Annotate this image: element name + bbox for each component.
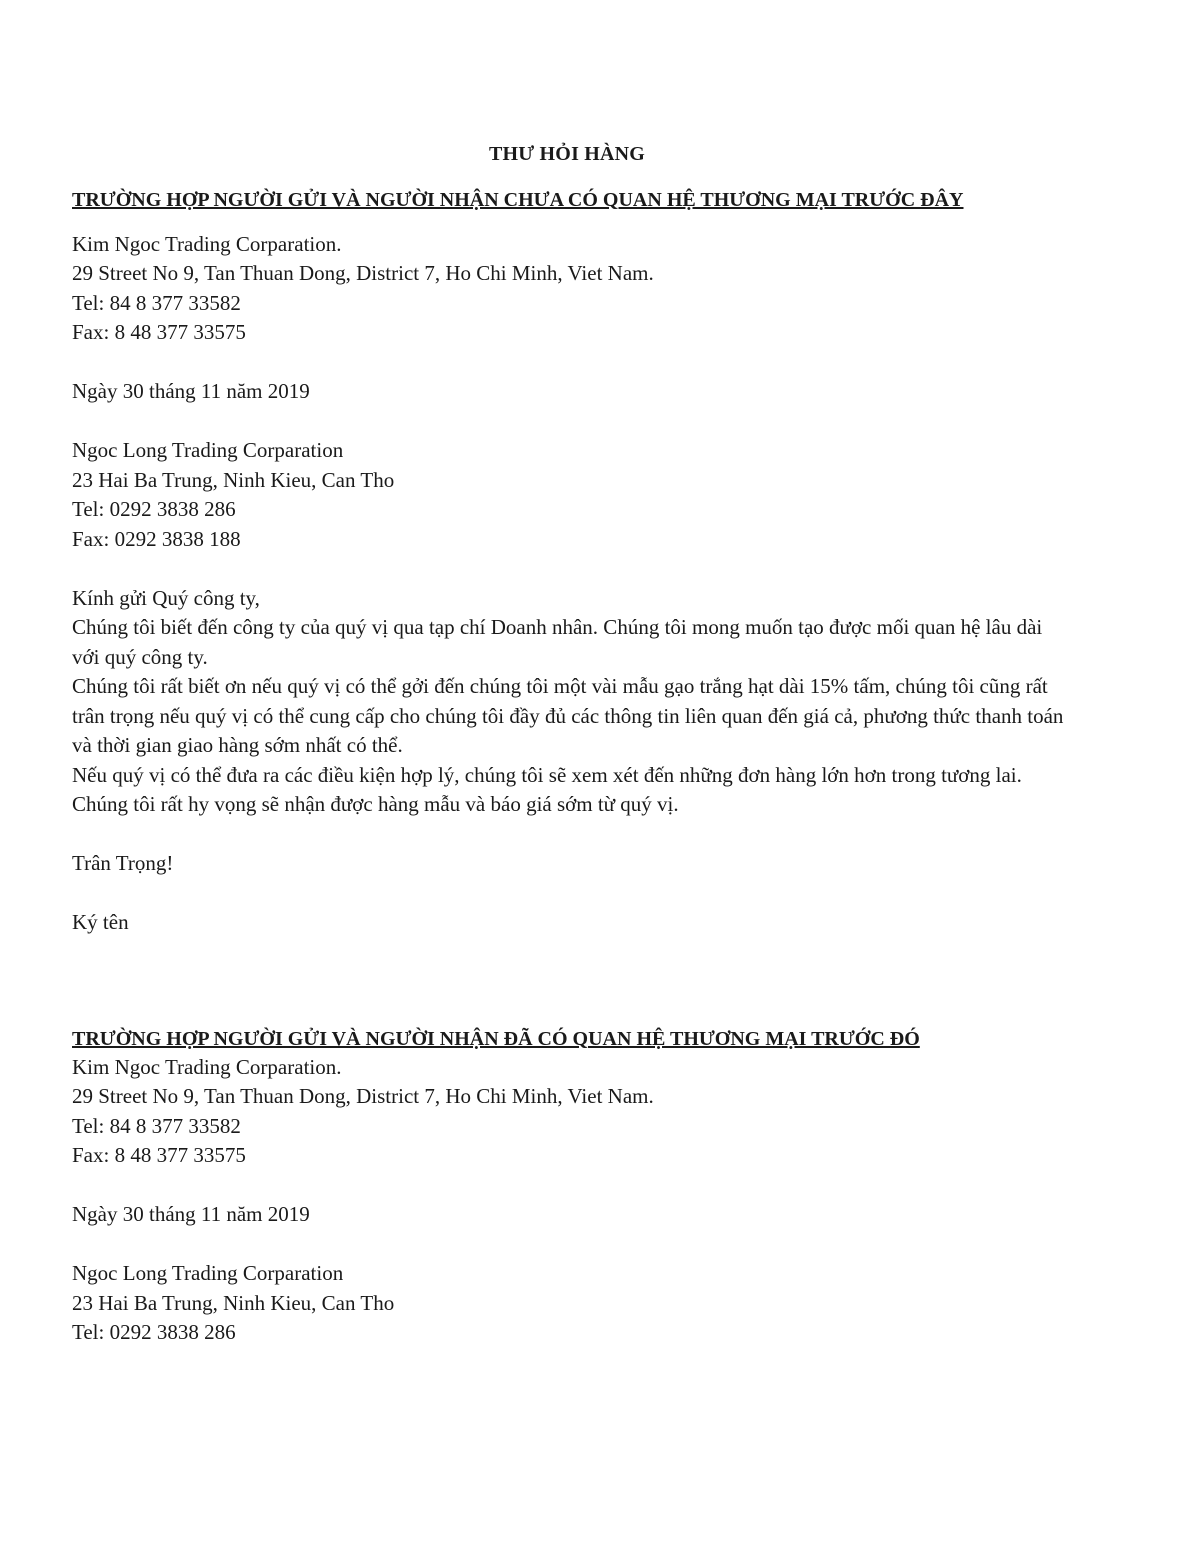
sender-address: 29 Street No 9, Tan Thuan Dong, District 7, Ho Chi Minh, Viet Nam.	[72, 1084, 654, 1108]
recipient-tel: Tel: 0292 3838 286	[72, 1320, 236, 1344]
sender-address: 29 Street No 9, Tan Thuan Dong, District 7, Ho Chi Minh, Viet Nam.	[72, 261, 654, 285]
signature: Ký tên	[72, 910, 129, 934]
document-page	[72, 140, 1072, 1348]
letter-date: Ngày 30 tháng 11 năm 2019	[72, 1202, 310, 1226]
recipient-tel: Tel: 0292 3838 286	[72, 497, 236, 521]
body-paragraph: Chúng tôi biết đến công ty của quý vị qua tạp chí Doanh nhân. Chúng tôi mong muốn tạo được mối quan hệ lâu dài với quý công ty.	[72, 615, 1043, 669]
recipient-block	[72, 1259, 1072, 1348]
recipient-fax: Fax: 0292 3838 188	[72, 526, 241, 551]
letter-date: Ngày 30 tháng 11 năm 2019	[72, 379, 310, 403]
closing: Trân Trọng!	[72, 851, 174, 875]
sender-name: Kim Ngoc Trading Corparation.	[72, 231, 342, 256]
sender-block	[72, 1053, 1072, 1171]
sender-tel: Tel: 84 8 377 33582	[72, 1113, 241, 1138]
sender-block	[72, 230, 1072, 348]
section-prior-relationship	[72, 1026, 1072, 1348]
sender-name: Kim Ngoc Trading Corparation.	[72, 1054, 342, 1079]
recipient-name: Ngoc Long Trading Corparation	[72, 438, 344, 462]
body-paragraph: Chúng tôi rất biết ơn nếu quý vị có thể gởi đến chúng tôi một vài mẫu gạo trắng hạt dài 15% tấm, chúng tôi cũng rất trân trọng nếu quý vị có thể cung cấp cho chúng tôi đầy đủ các thông tin liên quan đến giá cả, phương thức thanh toán và thời gian giao hàng sớm nhất có thể.	[72, 674, 1064, 757]
recipient-address: 23 Hai Ba Trung, Ninh Kieu, Can Tho	[72, 467, 395, 492]
section-no-prior-relationship	[72, 187, 1072, 938]
section1-heading: TRƯỜNG HỢP NGƯỜI GỬI VÀ NGƯỜI NHẬN CHƯA CÓ QUAN HỆ THƯƠNG MẠI TRƯỚC ĐÂY	[72, 188, 964, 211]
recipient-address: 23 Hai Ba Trung, Ninh Kieu, Can Tho	[72, 1290, 395, 1315]
sender-tel: Tel: 84 8 377 33582	[72, 290, 241, 315]
salutation: Kính gửi Quý công ty,	[72, 585, 260, 610]
sender-fax: Fax: 8 48 377 33575	[72, 1143, 246, 1167]
section2-heading: TRƯỜNG HỢP NGƯỜI GỬI VÀ NGƯỜI NHẬN ĐÃ CÓ QUAN HỆ THƯƠNG MẠI TRƯỚC ĐÓ	[72, 1027, 920, 1050]
sender-fax: Fax: 8 48 377 33575	[72, 320, 246, 344]
document-title: THƯ HỎI HÀNG	[488, 143, 646, 165]
recipient-block	[72, 436, 1072, 554]
recipient-name: Ngoc Long Trading Corparation	[72, 1261, 344, 1285]
body-paragraph: Nếu quý vị có thể đưa ra các điều kiện hợp lý, chúng tôi sẽ xem xét đến những đơn hàng lớn hơn trong tương lai. Chúng tôi rất hy vọng sẽ nhận được hàng mẫu và báo giá sớm từ quý vị.	[72, 762, 1022, 816]
